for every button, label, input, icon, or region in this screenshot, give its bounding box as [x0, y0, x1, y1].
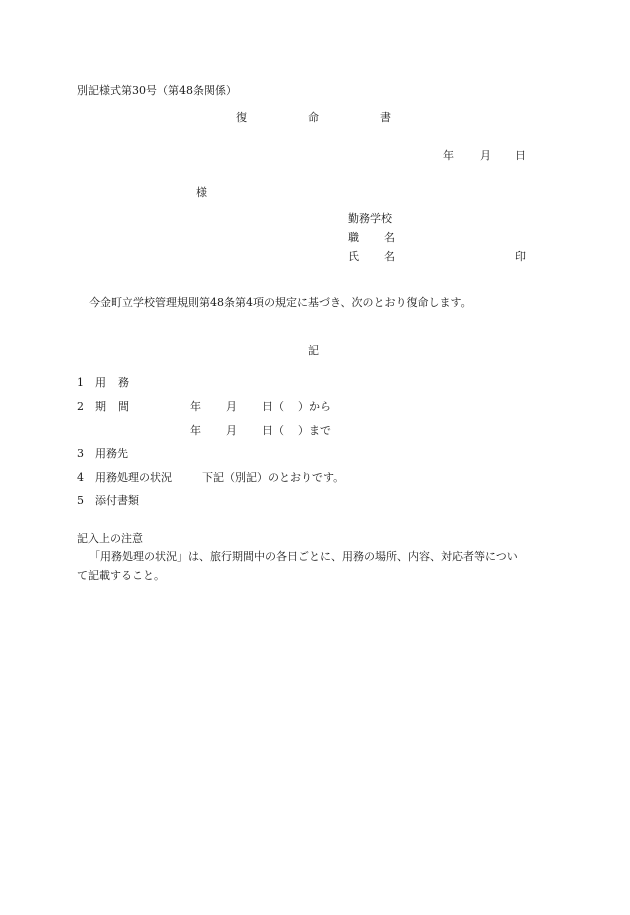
- notes-line-2: て記載すること。: [77, 569, 165, 582]
- period-to-year: 年: [190, 424, 201, 437]
- title-char-1: 復: [236, 111, 247, 124]
- item-2-label-2: 間: [118, 400, 129, 413]
- ki-heading: 記: [308, 344, 319, 357]
- school-label: 勤務学校: [348, 212, 392, 225]
- item-4-number: 4: [77, 471, 84, 484]
- title-char-3: 書: [380, 111, 391, 124]
- name-label-2: 名: [384, 250, 395, 263]
- period-from-close: ）から: [298, 400, 331, 413]
- item-3-label: 用務先: [95, 447, 128, 460]
- item-1-number: 1: [77, 376, 84, 389]
- item-2-number: 2: [77, 400, 84, 413]
- date-year: 年: [443, 149, 454, 162]
- date-month: 月: [480, 149, 491, 162]
- item-1-label-1: 用: [95, 376, 106, 389]
- period-to-month: 月: [226, 424, 237, 437]
- item-3-number: 3: [77, 447, 84, 460]
- item-1-label-2: 務: [118, 376, 129, 389]
- item-5-number: 5: [77, 494, 84, 507]
- position-label-2: 名: [384, 231, 395, 244]
- name-label-1: 氏: [348, 250, 359, 263]
- notes-heading: 記入上の注意: [77, 532, 143, 545]
- notes-line-1: 「用務処理の状況」は、旅行期間中の各日ごとに、用務の場所、内容、対応者等につい: [89, 550, 518, 563]
- item-4-label: 用務処理の状況: [95, 471, 172, 484]
- title-char-2: 命: [308, 111, 319, 124]
- intro-text: 今金町立学校管理規則第48条第4項の規定に基づき、次のとおり復命します。: [89, 296, 472, 309]
- addressee-suffix: 様: [196, 186, 207, 199]
- period-to-day: 日（: [262, 424, 284, 437]
- date-day: 日: [515, 149, 526, 162]
- period-from-day: 日（: [262, 400, 284, 413]
- position-label-1: 職: [348, 231, 359, 244]
- form-number: 別記様式第30号（第48条関係）: [77, 84, 237, 97]
- item-4-value: 下記（別記）のとおりです。: [202, 471, 345, 484]
- period-from-month: 月: [226, 400, 237, 413]
- period-from-year: 年: [190, 400, 201, 413]
- period-to-close: ）まで: [298, 424, 331, 437]
- seal-mark: 印: [515, 250, 526, 263]
- item-2-label-1: 期: [95, 400, 106, 413]
- item-5-label: 添付書類: [95, 494, 139, 507]
